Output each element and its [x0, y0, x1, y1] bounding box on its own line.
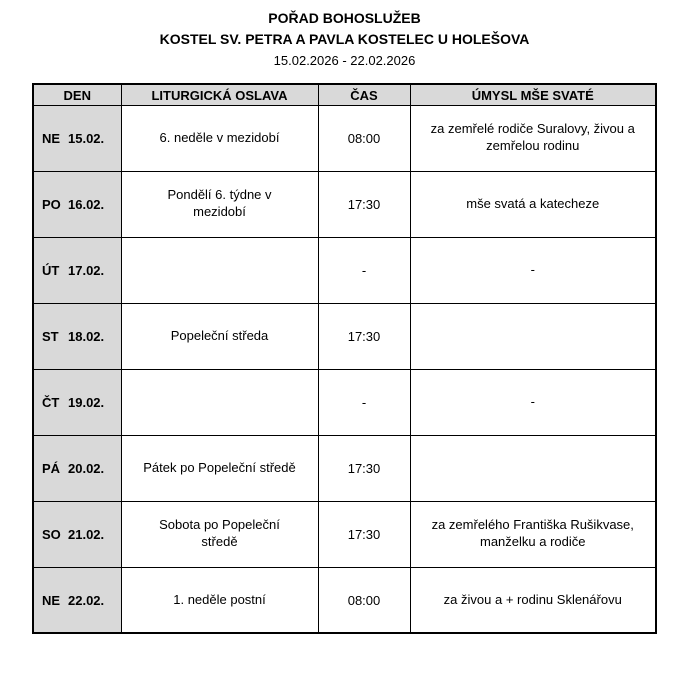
celebration-cell: Pátek po Popeleční středě	[121, 435, 318, 501]
date-range: 15.02.2026 - 22.02.2026	[273, 53, 416, 68]
table-row	[33, 567, 656, 633]
column-header-intention: ÚMYSL MŠE SVATÉ	[410, 84, 656, 105]
time-cell: 17:30	[318, 435, 410, 501]
intention-cell: za zemřelého Františka Rušikvase, manželku a rodiče	[410, 501, 656, 567]
day-abbreviation: ST	[42, 328, 59, 344]
table-row	[33, 237, 656, 303]
time-cell: 17:30	[318, 303, 410, 369]
day-cell	[33, 435, 121, 501]
document-header	[0, 10, 689, 69]
table-row	[33, 171, 656, 237]
day-cell	[33, 369, 121, 435]
day-date: 19.02.	[68, 394, 105, 410]
table-row	[33, 105, 656, 171]
day-abbreviation: PÁ	[42, 460, 61, 476]
intention-cell: -	[410, 369, 656, 435]
intention-cell: mše svatá a katecheze	[410, 171, 656, 237]
day-date: 21.02.	[68, 526, 105, 542]
table-row	[33, 435, 656, 501]
day-cell	[33, 303, 121, 369]
time-cell: -	[318, 237, 410, 303]
table-row	[33, 501, 656, 567]
intention-cell: za živou a + rodinu Sklenářovu	[410, 567, 656, 633]
day-abbreviation: SO	[42, 526, 61, 542]
day-abbreviation: NE	[42, 130, 61, 146]
day-date: 18.02.	[68, 328, 105, 344]
celebration-cell: Popeleční středa	[121, 303, 318, 369]
celebration-cell	[121, 369, 318, 435]
intention-cell	[410, 435, 656, 501]
page-title: POŘAD BOHOSLUŽEB	[268, 10, 421, 26]
table-row	[33, 369, 656, 435]
day-date: 17.02.	[68, 262, 105, 278]
day-date: 15.02.	[68, 130, 105, 146]
schedule-table-body	[33, 105, 656, 633]
column-header-day: DEN	[33, 84, 121, 105]
time-cell: 08:00	[318, 105, 410, 171]
celebration-cell: Sobota po Popeleční středě	[121, 501, 318, 567]
schedule-table-header	[33, 84, 656, 105]
day-cell	[33, 501, 121, 567]
day-date: 22.02.	[68, 592, 105, 608]
time-cell: -	[318, 369, 410, 435]
celebration-cell: 6. neděle v mezidobí	[121, 105, 318, 171]
intention-cell	[410, 303, 656, 369]
day-cell	[33, 105, 121, 171]
day-cell	[33, 171, 121, 237]
page-subtitle: KOSTEL SV. PETRA A PAVLA KOSTELEC U HOLEŠOVA	[159, 30, 530, 47]
day-date: 16.02.	[68, 196, 105, 212]
table-row	[33, 303, 656, 369]
intention-cell: za zemřelé rodiče Suralovy, živou a zemřelou rodinu	[410, 105, 656, 171]
time-cell: 17:30	[318, 501, 410, 567]
day-abbreviation: ČT	[42, 394, 60, 410]
day-abbreviation: ÚT	[42, 262, 60, 278]
celebration-cell: 1. neděle postní	[121, 567, 318, 633]
celebration-cell	[121, 237, 318, 303]
day-cell	[33, 567, 121, 633]
column-header-time: ČAS	[318, 84, 410, 105]
time-cell: 17:30	[318, 171, 410, 237]
schedule-table	[32, 83, 657, 634]
header-row	[33, 84, 656, 105]
day-date: 20.02.	[68, 460, 105, 476]
day-cell	[33, 237, 121, 303]
day-abbreviation: NE	[42, 592, 61, 608]
day-abbreviation: PO	[42, 196, 61, 212]
time-cell: 08:00	[318, 567, 410, 633]
celebration-cell: Pondělí 6. týdne v mezidobí	[121, 171, 318, 237]
intention-cell: -	[410, 237, 656, 303]
column-header-celebration: LITURGICKÁ OSLAVA	[121, 84, 318, 105]
